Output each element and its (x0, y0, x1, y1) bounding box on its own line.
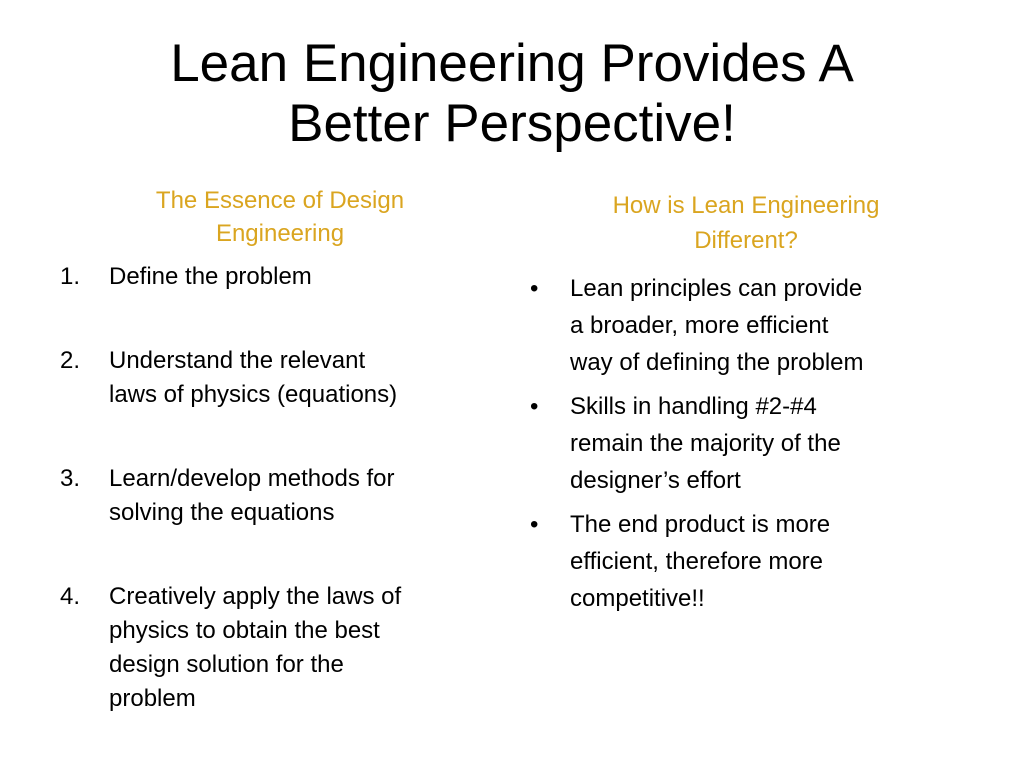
slide-title (40, 34, 984, 154)
list-item-line: laws of physics (equations) (109, 381, 398, 408)
list-item-line: Understand the relevant (109, 347, 366, 374)
list-number: 2. (60, 347, 81, 374)
list-number: 4. (60, 583, 81, 610)
list-item-line: Learn/develop methods for (109, 465, 395, 492)
list-item-line: solving the equations (109, 499, 335, 526)
lean-differences-list (530, 270, 970, 624)
right-column-heading (560, 188, 932, 258)
left-column-heading (108, 184, 452, 250)
bullet-line: competitive!! (570, 585, 705, 612)
left-heading-line-1: The Essence of Design (155, 187, 405, 214)
bullet-line: designer’s effort (570, 467, 741, 494)
bullet-line: efficient, therefore more (570, 548, 824, 575)
bullet-icon: • (530, 511, 539, 538)
bullet-icon: • (530, 393, 539, 420)
design-steps-list (60, 260, 510, 766)
list-item (60, 344, 510, 412)
slide-title-line-1: Lean Engineering Provides A (170, 34, 854, 93)
list-item (60, 260, 510, 294)
bullet-line: Skills in handling #2-#4 (570, 393, 817, 420)
list-item-line: physics to obtain the best (109, 617, 380, 644)
bullet-item (530, 388, 970, 499)
slide-title-line-2: Better Perspective! (288, 94, 736, 153)
right-heading-line-1: How is Lean Engineering (612, 192, 880, 219)
list-item (60, 580, 510, 716)
right-heading-line-2: Different? (694, 227, 798, 254)
list-item-line: problem (109, 685, 196, 712)
list-number: 3. (60, 465, 81, 492)
bullet-line: a broader, more efficient (570, 312, 829, 339)
list-item-line: Creatively apply the laws of (109, 583, 402, 610)
bullet-icon: • (530, 275, 539, 302)
bullet-line: Lean principles can provide (570, 275, 863, 302)
bullet-line: The end product is more (570, 511, 831, 538)
bullet-item (530, 270, 970, 381)
list-number: 1. (60, 263, 81, 290)
bullet-item (530, 506, 970, 617)
list-item-line: design solution for the (109, 651, 344, 678)
bullet-line: way of defining the problem (570, 349, 864, 376)
left-heading-line-2: Engineering (215, 220, 345, 247)
list-item (60, 462, 510, 530)
bullet-line: remain the majority of the (570, 430, 841, 457)
list-item-line: Define the problem (109, 263, 312, 290)
